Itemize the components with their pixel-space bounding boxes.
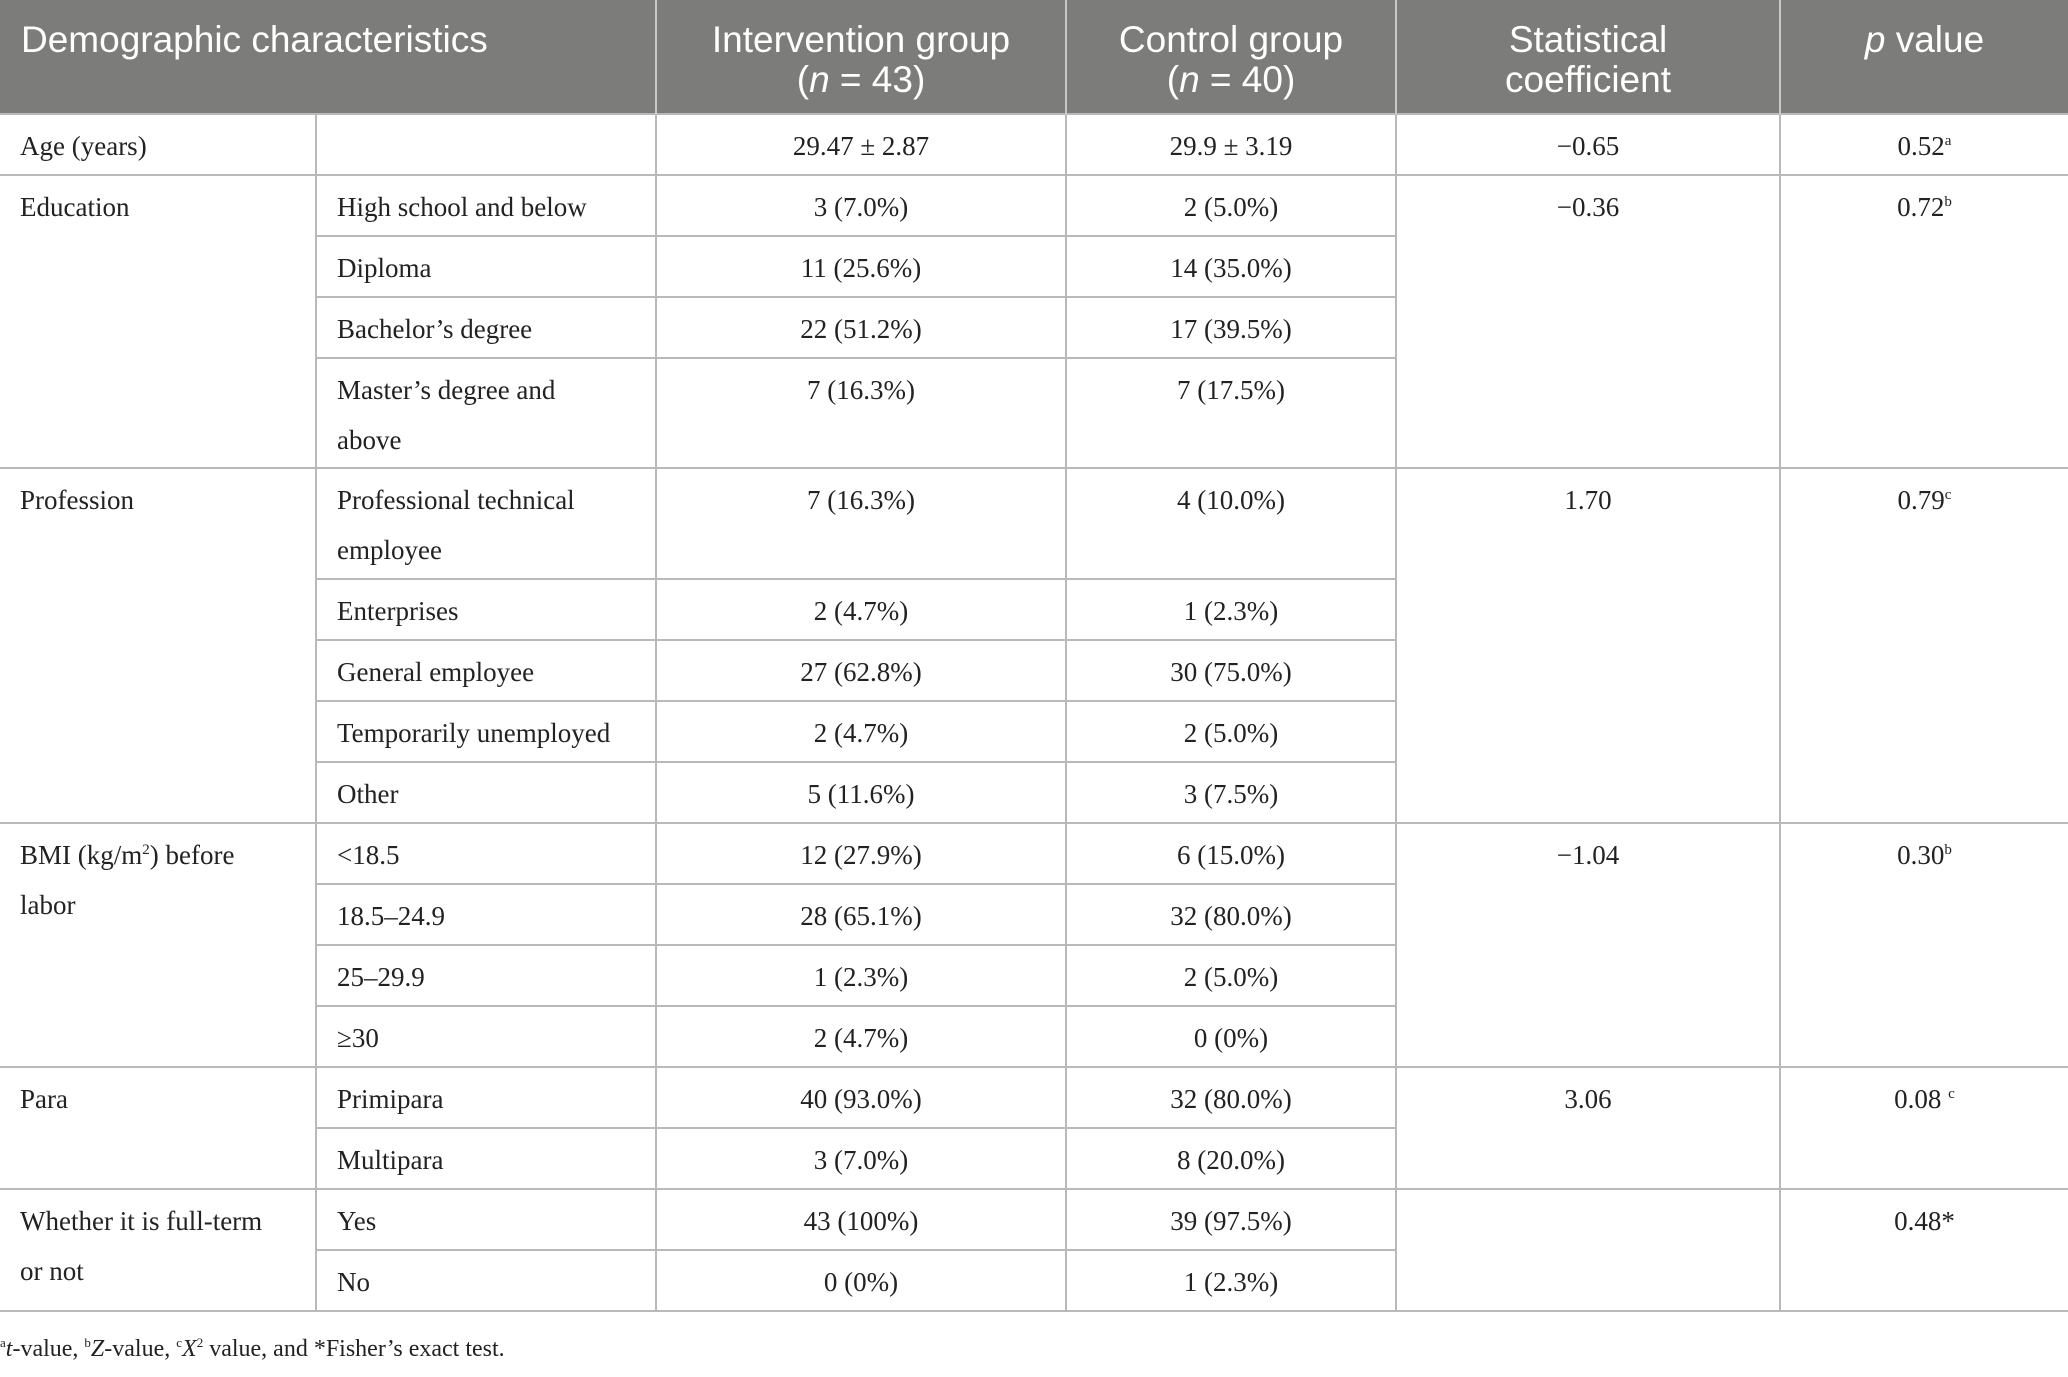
- control-cell: 4 (10.0%): [1066, 468, 1396, 579]
- row-sublabel: No: [316, 1250, 656, 1311]
- row-label-age: Age (years): [0, 114, 316, 175]
- row-sublabel: Professional technical employee: [316, 468, 656, 579]
- intervention-cell: 22 (51.2%): [656, 297, 1066, 358]
- control-cell: 2 (5.0%): [1066, 701, 1396, 762]
- row-label-fullterm: Whether it is full-term or not: [0, 1189, 316, 1311]
- header-control: Control group (n = 40): [1066, 0, 1396, 114]
- control-cell: 0 (0%): [1066, 1006, 1396, 1067]
- header-row: [0, 0, 2068, 114]
- intervention-cell: 27 (62.8%): [656, 640, 1066, 701]
- coef-cell: 3.06: [1396, 1067, 1780, 1189]
- control-cell: 39 (97.5%): [1066, 1189, 1396, 1250]
- coef-cell: 1.70: [1396, 468, 1780, 823]
- row-sublabel: 18.5–24.9: [316, 884, 656, 945]
- intervention-cell: 2 (4.7%): [656, 579, 1066, 640]
- intervention-cell: 1 (2.3%): [656, 945, 1066, 1006]
- intervention-cell: 11 (25.6%): [656, 236, 1066, 297]
- row-sublabel: ≥30: [316, 1006, 656, 1067]
- row-sublabel: Primipara: [316, 1067, 656, 1128]
- row-label-education: Education: [0, 175, 316, 468]
- row-sublabel: Multipara: [316, 1128, 656, 1189]
- intervention-cell: 12 (27.9%): [656, 823, 1066, 884]
- header-statistical-coefficient: Statistical coefficient: [1396, 0, 1780, 114]
- intervention-cell: 29.47 ± 2.87: [656, 114, 1066, 175]
- control-cell: 7 (17.5%): [1066, 358, 1396, 468]
- table-row: [0, 175, 2068, 236]
- p-cell: 0.30$^b$: [1780, 823, 2068, 1067]
- control-cell: 3 (7.5%): [1066, 762, 1396, 823]
- control-cell: 30 (75.0%): [1066, 640, 1396, 701]
- row-sublabel: 25–29.9: [316, 945, 656, 1006]
- row-sublabel: Bachelor’s degree: [316, 297, 656, 358]
- control-cell: 6 (15.0%): [1066, 823, 1396, 884]
- intervention-cell: 28 (65.1%): [656, 884, 1066, 945]
- control-cell: 29.9 ± 3.19: [1066, 114, 1396, 175]
- row-sublabel: [316, 114, 656, 175]
- control-cell: 17 (39.5%): [1066, 297, 1396, 358]
- table-row: [0, 114, 2068, 175]
- row-label-bmi: BMI $(kg/m^2)$ before labor: [0, 823, 316, 1067]
- intervention-cell: 7 (16.3%): [656, 468, 1066, 579]
- coef-cell: −0.36: [1396, 175, 1780, 468]
- control-cell: 8 (20.0%): [1066, 1128, 1396, 1189]
- row-sublabel: General employee: [316, 640, 656, 701]
- coef-cell: −0.65: [1396, 114, 1780, 175]
- row-label-profession: Profession: [0, 468, 316, 823]
- row-sublabel: Master’s degree and above: [316, 358, 656, 468]
- table-row: [0, 468, 2068, 579]
- control-cell: 2 (5.0%): [1066, 945, 1396, 1006]
- intervention-cell: 40 (93.0%): [656, 1067, 1066, 1128]
- intervention-cell: 3 (7.0%): [656, 175, 1066, 236]
- table-row: [0, 1067, 2068, 1128]
- row-sublabel: Other: [316, 762, 656, 823]
- row-sublabel: Temporarily unemployed: [316, 701, 656, 762]
- header-intervention: Intervention group (n = 43): [656, 0, 1066, 114]
- intervention-cell: 2 (4.7%): [656, 701, 1066, 762]
- intervention-cell: 5 (11.6%): [656, 762, 1066, 823]
- control-cell: 2 (5.0%): [1066, 175, 1396, 236]
- control-cell: 14 (35.0%): [1066, 236, 1396, 297]
- p-cell: 0.72$^b$: [1780, 175, 2068, 468]
- intervention-cell: 0 (0%): [656, 1250, 1066, 1311]
- header-p-value: p value: [1780, 0, 2068, 114]
- table-row: [0, 823, 2068, 884]
- p-cell: 0.08 $^c$: [1780, 1067, 2068, 1189]
- control-cell: 1 (2.3%): [1066, 579, 1396, 640]
- intervention-cell: 7 (16.3%): [656, 358, 1066, 468]
- row-label-para: Para: [0, 1067, 316, 1189]
- coef-cell: [1396, 1189, 1780, 1311]
- intervention-cell: 3 (7.0%): [656, 1128, 1066, 1189]
- table-row: [0, 1189, 2068, 1250]
- control-cell: 32 (80.0%): [1066, 1067, 1396, 1128]
- intervention-cell: 43 (100%): [656, 1189, 1066, 1250]
- intervention-cell: 2 (4.7%): [656, 1006, 1066, 1067]
- row-sublabel: Diploma: [316, 236, 656, 297]
- header-demographic: Demographic characteristics: [0, 0, 656, 114]
- table-footnote: $^a$t-value, $^b$Z-value, $^cX^2$ value, and *Fisher’s exact test.: [0, 1335, 505, 1362]
- p-cell: 0.48*: [1780, 1189, 2068, 1311]
- control-cell: 1 (2.3%): [1066, 1250, 1396, 1311]
- row-sublabel: Enterprises: [316, 579, 656, 640]
- control-cell: 32 (80.0%): [1066, 884, 1396, 945]
- row-sublabel: Yes: [316, 1189, 656, 1250]
- p-cell: 0.79$^c$: [1780, 468, 2068, 823]
- row-sublabel: High school and below: [316, 175, 656, 236]
- row-sublabel: <18.5: [316, 823, 656, 884]
- p-cell: 0.52$^a$: [1780, 114, 2068, 175]
- coef-cell: −1.04: [1396, 823, 1780, 1067]
